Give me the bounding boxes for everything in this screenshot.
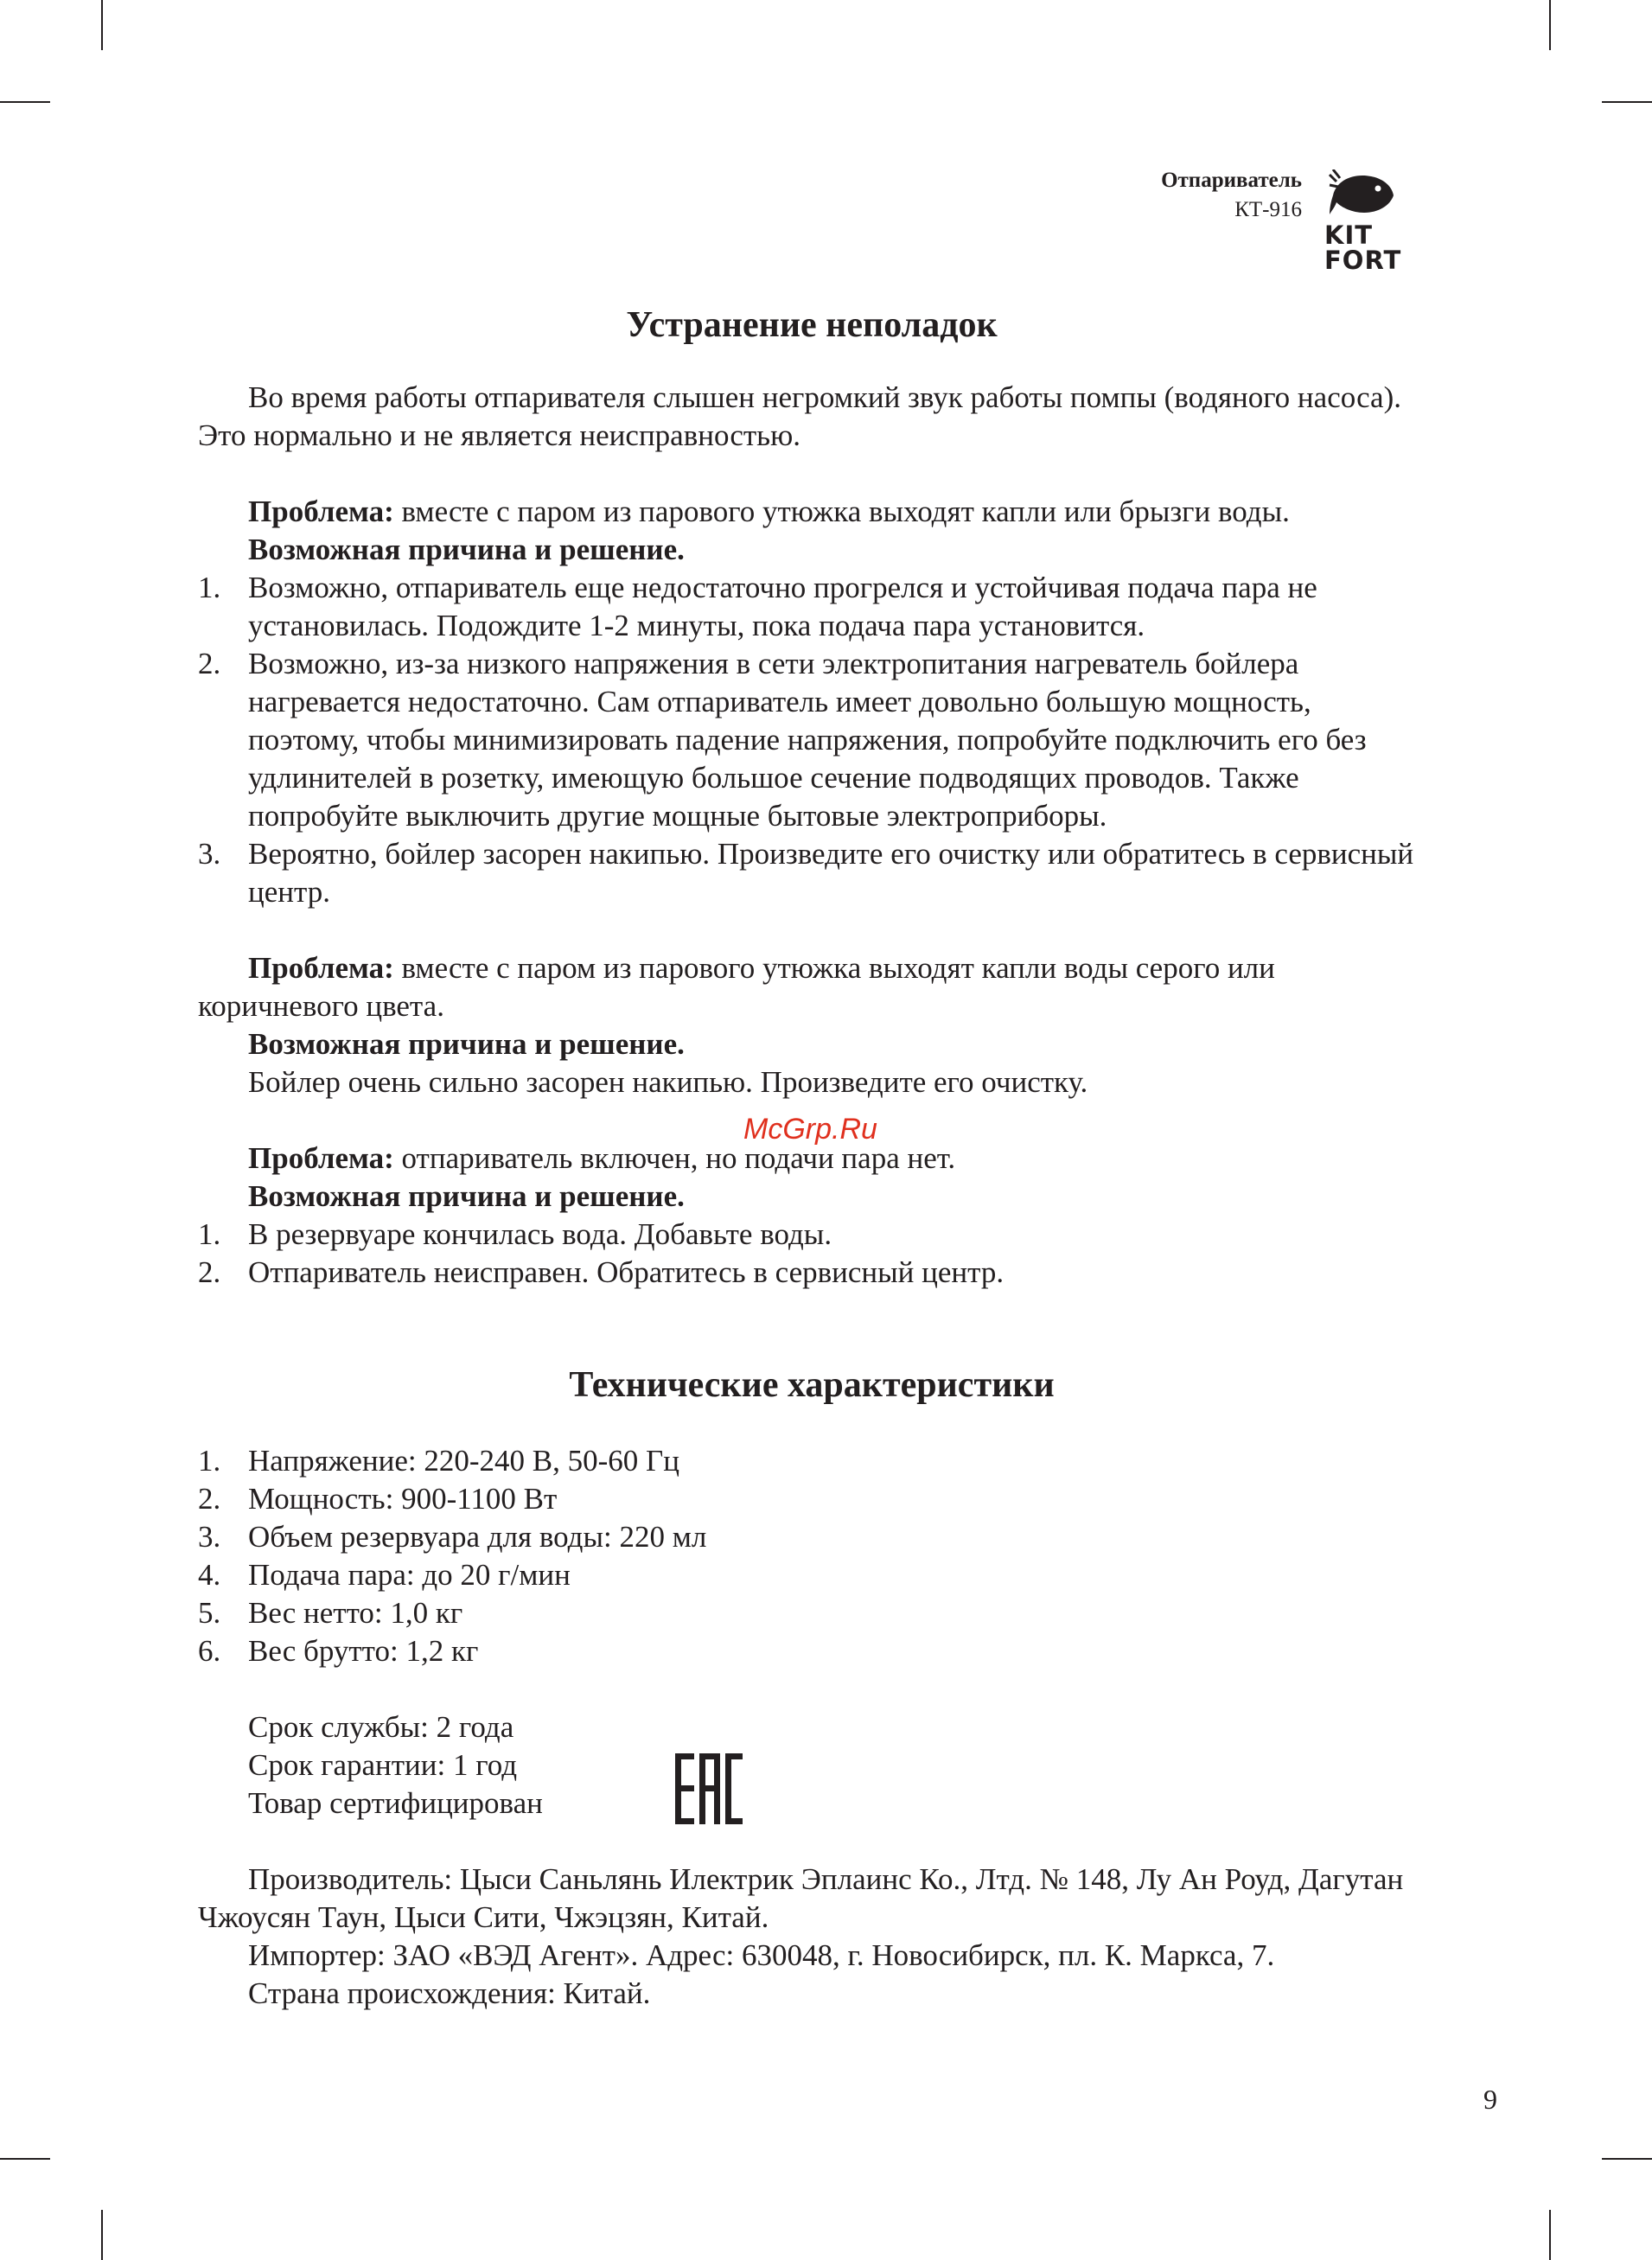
spec-item: [198, 1480, 1426, 1518]
service-info: [198, 1708, 1426, 1823]
spec-item: [198, 1442, 1426, 1480]
list-number: 2.: [198, 1482, 221, 1516]
service-life: Срок службы: 2 года: [248, 1710, 514, 1744]
eac-mark-icon: [673, 1753, 744, 1824]
list-number: 3.: [198, 1520, 221, 1554]
cause-label: Возможная причина и решение.: [248, 533, 685, 566]
page-number: 9: [1483, 2084, 1497, 2115]
list-text: Отпариватель неисправен. Обратитесь в сервисный центр.: [248, 1255, 1005, 1289]
crop-mark: [0, 2158, 50, 2160]
list-number: 3.: [198, 837, 221, 871]
product-name: Отпариватель: [1161, 169, 1302, 192]
list-number: 2.: [198, 1255, 221, 1289]
list-number: 6.: [198, 1634, 221, 1668]
list-text: Возможно, отпариватель еще недостаточно прогрелся и устойчивая подача пара не установилась. Подождите 1-2 минуты, пока подача пара установится.: [248, 571, 1317, 642]
product-model: КТ-916: [1234, 198, 1302, 221]
spec-text: Мощность: 900-1100 Вт: [248, 1482, 558, 1516]
problem-statement: [198, 949, 1426, 1025]
list-item: [198, 645, 1426, 835]
list-text: В резервуаре кончилась вода. Добавьте воды.: [248, 1217, 832, 1251]
spec-text: Вес нетто: 1,0 кг: [248, 1596, 463, 1630]
list-text: Вероятно, бойлер засорен накипью. Произведите его очистку или обратитесь в сервисный центр.: [248, 837, 1414, 909]
spec-text: Вес брутто: 1,2 кг: [248, 1634, 479, 1668]
spec-item: [198, 1594, 1426, 1632]
problem-label: Проблема:: [248, 495, 394, 528]
list-number: 5.: [198, 1596, 221, 1630]
list-item: [198, 569, 1426, 645]
spec-item: [198, 1518, 1426, 1556]
kitfort-logo: [1324, 169, 1437, 273]
crop-mark: [101, 2210, 103, 2260]
crop-mark: [1549, 2210, 1551, 2260]
spec-text: Напряжение: 220-240 В, 50-60 Гц: [248, 1444, 680, 1478]
warranty: Срок гарантии: 1 год: [248, 1748, 518, 1782]
solution-list: [198, 1216, 1426, 1292]
list-number: 2.: [198, 647, 221, 680]
list-number: 4.: [198, 1558, 221, 1592]
spec-text: Подача пара: до 20 г/мин: [248, 1558, 571, 1592]
origin-info: Страна происхождения: Китай.: [248, 1976, 651, 2010]
problem-text: вместе с паром из парового утюжка выходят капли воды серого или коричневого цвета.: [198, 951, 1275, 1023]
cause-label: Возможная причина и решение.: [248, 1179, 685, 1213]
list-item: [198, 1254, 1426, 1292]
crop-mark: [0, 101, 50, 103]
problem-text: отпариватель включен, но подачи пара нет.: [393, 1141, 956, 1175]
manufacturer-info: Производитель: Цыси Саньлянь Илектрик Эплаинс Ко., Лтд. № 148, Лу Ан Роуд, Дагутан Чжоусян Таун, Цыси Сити, Чжэцзян, Китай.: [198, 1862, 1404, 1934]
spec-list: [198, 1442, 1426, 1670]
fish-logo-icon: [1328, 169, 1397, 220]
section-title-specs: Технические характеристики: [569, 1365, 1055, 1405]
problem-label: Проблема:: [248, 951, 394, 985]
problem-statement: [198, 493, 1426, 531]
running-header: [1161, 166, 1302, 225]
problem-text: вместе с паром из парового утюжка выходят капли или брызги воды.: [393, 495, 1290, 528]
spec-text: Объем резервуара для воды: 220 мл: [248, 1520, 707, 1554]
page-content: [198, 303, 1426, 2013]
cause-label: Возможная причина и решение.: [248, 1027, 685, 1061]
solution-list: [198, 569, 1426, 911]
crop-mark: [1549, 0, 1551, 50]
list-number: 1.: [198, 1444, 221, 1478]
list-text: Возможно, из-за низкого напряжения в сети электропитания нагреватель бойлера нагревается недостаточно. Сам отпариватель имеет довольно большую мощность, поэтому, чтобы минимизировать падение напряжения, попробуйте подключить его без удлинителей в розетку, имеющую большое сечение подводящих проводов. Также попробуйте выключить другие мощные бытовые электроприборы.: [248, 647, 1367, 833]
spec-item: [198, 1632, 1426, 1670]
watermark: McGrp.Ru: [743, 1113, 877, 1146]
importer-info: Импортер: ЗАО «ВЭД Агент». Адрес: 630048, г. Новосибирск, пл. К. Маркса, 7.: [248, 1938, 1275, 1972]
spec-item: [198, 1556, 1426, 1594]
list-item: [198, 1216, 1426, 1254]
crop-mark: [1602, 101, 1652, 103]
certification: Товар сертифицирован: [248, 1786, 543, 1820]
logo-line-1: KIT: [1324, 220, 1374, 250]
problem-label: Проблема:: [248, 1141, 394, 1175]
list-number: 1.: [198, 571, 221, 604]
list-item: [198, 835, 1426, 911]
crop-mark: [1602, 2158, 1652, 2160]
solution-text: Бойлер очень сильно засорен накипью. Произведите его очистку.: [248, 1065, 1088, 1099]
crop-mark: [101, 0, 103, 50]
intro-paragraph: Во время работы отпаривателя слышен негромкий звук работы помпы (водяного насоса). Это нормально и не является неисправностью.: [198, 380, 1401, 452]
section-title-troubleshooting: Устранение неполадок: [626, 305, 998, 345]
logo-line-2: FORT: [1324, 246, 1402, 275]
list-number: 1.: [198, 1217, 221, 1251]
